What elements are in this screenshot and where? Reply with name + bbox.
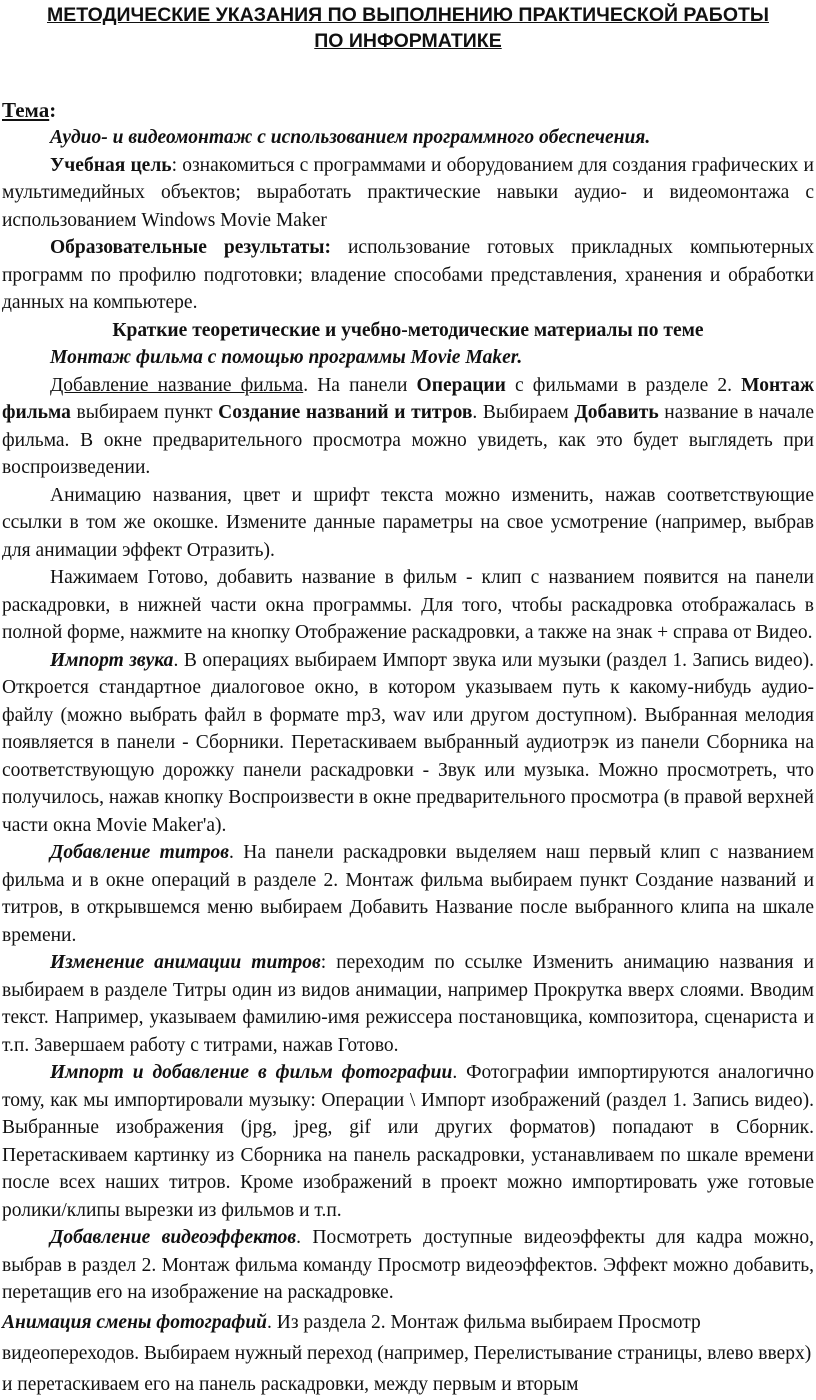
add-title-text-5: название в начале фильма. В окне предварительного просмотра можно увидеть, как это будет выглядеть при воспроизведении. bbox=[2, 402, 814, 478]
topic-label: Тема bbox=[2, 98, 50, 122]
add-title-text-1: . На панели bbox=[303, 374, 417, 396]
goal-text: : ознакомиться с программами и оборудованием для создания графических и мультимедийных объектов; выработать практические навыки аудио- и видеомонтажа с использованием Windows Movie Maker bbox=[2, 154, 814, 231]
transitions-label: Анимация смены фотографий bbox=[2, 1311, 268, 1333]
add-term: Добавить bbox=[574, 402, 659, 423]
operations-term: Операции bbox=[416, 374, 506, 396]
topic-label-line bbox=[2, 97, 814, 124]
credits-animation-paragraph bbox=[2, 949, 814, 1059]
photos-label: Импорт и добавление в фильм фотографии bbox=[50, 1062, 453, 1083]
materials-heading: Краткие теоретические и учебно-методические материалы по теме bbox=[112, 319, 704, 341]
transitions-text: . Из раздела 2. Монтаж фильма выбираем Просмотр видеопереходов. Выбираем нужный переход (например, Перелистывание страницы, влево вверх) и перетаскиваем его на панель раскадровки, между первым и вторым bbox=[2, 1311, 812, 1395]
sound-label: Импорт звука bbox=[50, 649, 174, 671]
document-title bbox=[2, 0, 814, 54]
sound-paragraph bbox=[2, 647, 814, 840]
add-title-text-4: . Выбираем bbox=[472, 402, 575, 423]
add-title-link: Добавление название фильма bbox=[50, 374, 304, 396]
sound-text: . В операциях выбираем Импорт звука или музыки (раздел 1. Запись видео). Откроется стандартное диалоговое окно, в котором указываем путь к какому-нибудь аудио-файлу (можно выбрать файл в формате mp3, wav или другом доступном). Выбранная мелодия появляется в панели - Сборники. Перетаскиваем выбранный аудиотрэк из панели Сборника на соответствующую дорожку панели раскадровки - Звук или музыка. Можно просмотреть, что получилось, нажав кнопку Воспроизвести в окне предварительного просмотра (в правой верхней части окна Movie Maker'a). bbox=[2, 649, 814, 836]
effects-label: Добавление видеоэффектов bbox=[50, 1227, 297, 1248]
title-line-1: МЕТОДИЧЕСКИЕ УКАЗАНИЯ ПО ВЫПОЛНЕНИЮ ПРАКТИЧЕСКОЙ РАБОТЫ bbox=[47, 4, 769, 26]
done-paragraph: Нажимаем Готово, добавить название в фильм - клип с названием появится на панели раскадровки, в нижней части окна программы. Для того, чтобы раскадровка отображалась в полной форме, нажмите на кнопку Отображение раскадровки, а также на знак + справа от Видео. bbox=[2, 567, 814, 643]
results-text: использование готовых прикладных компьютерных программ по профилю подготовки; владение способами представления, хранения и обработки данных на компьютере. bbox=[2, 237, 815, 313]
credits-label: Добавление титров bbox=[50, 842, 230, 863]
montage-heading: Монтаж фильма с помощью программы Movie Maker. bbox=[50, 347, 523, 368]
results-paragraph bbox=[2, 234, 814, 317]
credits-animation-label: Изменение анимации титров bbox=[50, 952, 321, 973]
photos-text: . Фотографии импортируются аналогично тому, как мы импортировали музыку: Операции \ Импорт изображений (раздел 1. Запись видео). Выбранные изображения (jpg, jpeg, gif или других форматов) попадают в Сборник. Перетаскиваем картинку из Сборника на панель раскадровки, устанавливаем по шкале времени после всех наших титров. Кроме изображений в проект можно импортировать уже готовые ролики/клипы вырезки из фильмов и т.п. bbox=[2, 1062, 814, 1221]
topic-colon: : bbox=[49, 98, 57, 122]
add-title-text-3: выбираем пункт bbox=[70, 402, 219, 423]
create-titles-term: Создание названий и титров bbox=[218, 402, 473, 423]
photos-paragraph bbox=[2, 1059, 814, 1224]
goal-label: Учебная цель bbox=[50, 154, 172, 176]
topic-text: Аудио- и видеомонтаж с использованием программного обеспечения. bbox=[50, 127, 651, 148]
animation-paragraph: Анимацию названия, цвет и шрифт текста можно изменить, нажав соответствующие ссылки в том же окошке. Измените данные параметры на свое усмотрение (например, выбрав для анимации эффект Отразить). bbox=[2, 484, 814, 561]
goal-paragraph bbox=[2, 152, 814, 235]
results-label: Образовательные результаты: bbox=[50, 237, 331, 258]
montage-term: Монтаж фильма bbox=[2, 374, 814, 423]
title-line-2: ПО ИНФОРМАТИКЕ bbox=[314, 30, 502, 52]
credits-text: . На панели раскадровки выделяем наш первый клип с названием фильма и в окне операций в разделе 2. Монтаж фильма выбираем пункт Создание названий и титров, в открывшемся меню выбираем Добавить Название после выбранного клипа на шкале времени. bbox=[2, 842, 814, 946]
add-title-text-2: с фильмами в разделе 2. bbox=[505, 374, 742, 396]
add-title-paragraph bbox=[2, 372, 814, 482]
credits-animation-text: : переходим по ссылке Изменить анимацию названия и выбираем в разделе Титры один из видов анимации, например Прокрутка вверх слоями. Вводим текст. Например, указываем фамилию-имя режиссера постановщика, композитора, сценариста и т.п. Завершаем работу с титрами, нажав Готово. bbox=[2, 952, 814, 1056]
transitions-paragraph bbox=[2, 1307, 814, 1400]
credits-paragraph bbox=[2, 839, 814, 949]
effects-paragraph bbox=[2, 1224, 814, 1307]
effects-text: . Посмотреть доступные видеоэффекты для кадра можно, выбрав в раздел 2. Монтаж фильма команду Просмотр видеоэффектов. Эффект можно добавить, перетащив его на изображение на раскадровке. bbox=[2, 1227, 815, 1303]
